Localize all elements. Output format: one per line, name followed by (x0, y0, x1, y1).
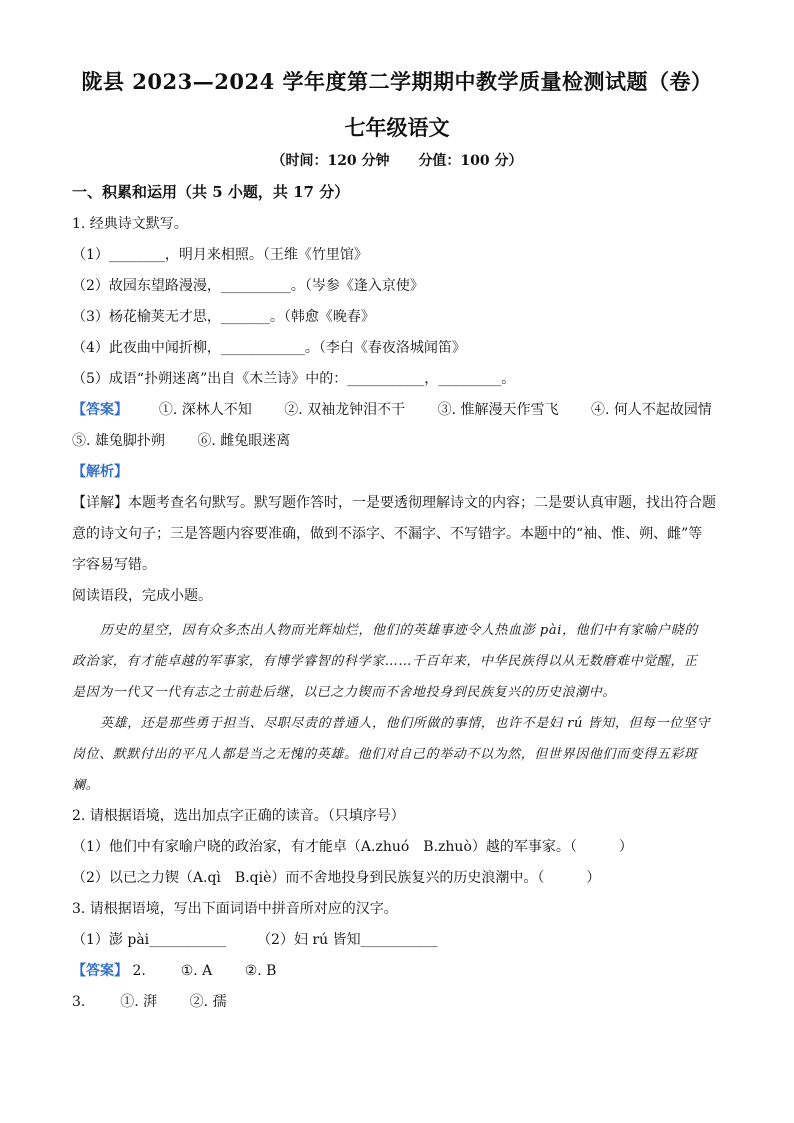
answer-item: ②. 双袖龙钟泪不干 (284, 402, 406, 418)
passage-line: 岗位、默默付出的平凡人都是当之无愧的英雄。他们对自己的举动不以为然，但世界因他们而变得五彩斑 (72, 747, 698, 762)
answer-item: ①. 深林人不知 (158, 402, 252, 418)
question-1-item: （4）此夜曲中闻折柳，____________。（李白《春夜洛城闻笛》 (72, 340, 466, 356)
answer-row (72, 992, 732, 1012)
answer-label: 【答案】 (72, 963, 128, 979)
answer-label: 【答案】 (72, 402, 128, 418)
answer-item: ⑤. 雄兔脚扑朔 (72, 433, 165, 449)
answer-item: ①. A (180, 963, 213, 979)
detail-line: 【详解】本题考查名句默写。默写题作答时，一是要透彻理解诗文的内容；二是要认真审题，找出符合题 (72, 495, 716, 511)
answer-item: ②. 孺 (189, 994, 227, 1010)
exam-title: 陇县 2023—2024 学年度第二学期期中教学质量检测试题（卷） (81, 69, 713, 94)
answer-row (72, 400, 732, 420)
question-1-item: （1）________，明月来相照。（王维《竹里馆》 (72, 247, 368, 263)
question-2-item: （2）以已之力锲（A.qì B.qiè）而不舍地投身到民族复兴的历史浪潮中。（ ） (72, 870, 601, 886)
passage-line: 英雄，还是那些勇于担当、尽职尽责的普通人，他们所做的事情，也许不是妇 rú 皆知，但每一位坚守 (100, 716, 711, 731)
answer-row (72, 431, 732, 451)
exam-meta (0, 150, 794, 170)
answer-number: 2. (132, 963, 146, 979)
question-1-item: （3）杨花榆荚无才思，_______。（韩愈《晚春》 (72, 309, 375, 325)
question-3-item: （2）妇 rú 皆知___________ (257, 932, 438, 948)
question-3-items (72, 930, 732, 950)
analysis-label-row (72, 462, 732, 482)
question-2-item: （1）他们中有家喻户晓的政治家，有才能卓（A.zhuó B.zhuò）越的军事家。（ ） (72, 839, 633, 855)
answer-item: ③. 惟解漫天作雪飞 (437, 402, 559, 418)
question-2-title: 2. 请根据语境，选出加点字正确的读音。（只填序号） (72, 808, 405, 824)
detail-line: 意的诗文句子；三是答题内容要准确，做到不添字、不漏字、不写错字。本题中的“袖、惟、朔、雌”等 (72, 526, 703, 542)
question-1-title: 1. 经典诗文默写。 (72, 216, 188, 232)
detail-line: 字容易写错。 (72, 557, 156, 573)
analysis-label: 【解析】 (72, 464, 128, 480)
passage-line: 是因为一代又一代有志之士前赴后继，以已之力锲而不舍地投身到民族复兴的历史浪潮中。 (72, 685, 617, 700)
question-3-title: 3. 请根据语境，写出下面词语中拼音所对应的汉字。 (72, 901, 398, 917)
question-1-item: （2）故园东望路漫漫，__________。（岑参《逢入京使》 (72, 278, 424, 294)
section-heading: 一、积累和运用（共 5 小题，共 17 分） (72, 183, 350, 201)
reading-prompt: 阅读语段，完成小题。 (72, 588, 212, 604)
answer-item: ①. 湃 (120, 994, 158, 1010)
exam-score: 分值：100 分） (418, 153, 523, 169)
answer-row (72, 961, 732, 981)
answer-item: ④. 何人不起故园情 (590, 402, 712, 418)
passage-line: 斓。 (72, 778, 100, 793)
passage-line: 政治家，有才能卓越的军事家，有博学睿智的科学家……千百年来，中华民族得以从无数磨难中觉醒，正 (72, 654, 698, 669)
passage-line: 历史的星空，因有众多杰出人物而光辉灿烂，他们的英雄事迹令人热血澎 pài，他们中有家喻户晓的 (100, 623, 698, 638)
exam-subtitle: 七年级语文 (344, 115, 450, 140)
answer-number: 3. (72, 994, 86, 1010)
answer-item: ②. B (244, 963, 277, 979)
question-1-item: （5）成语“扑朔迷离”出自《木兰诗》中的：___________，_________。 (72, 371, 516, 387)
answer-item: ⑥. 雌兔眼迷离 (197, 433, 291, 449)
question-3-item: （1）澎 pài___________ (72, 932, 227, 948)
exam-time: （时间：120 分钟 (271, 153, 390, 169)
